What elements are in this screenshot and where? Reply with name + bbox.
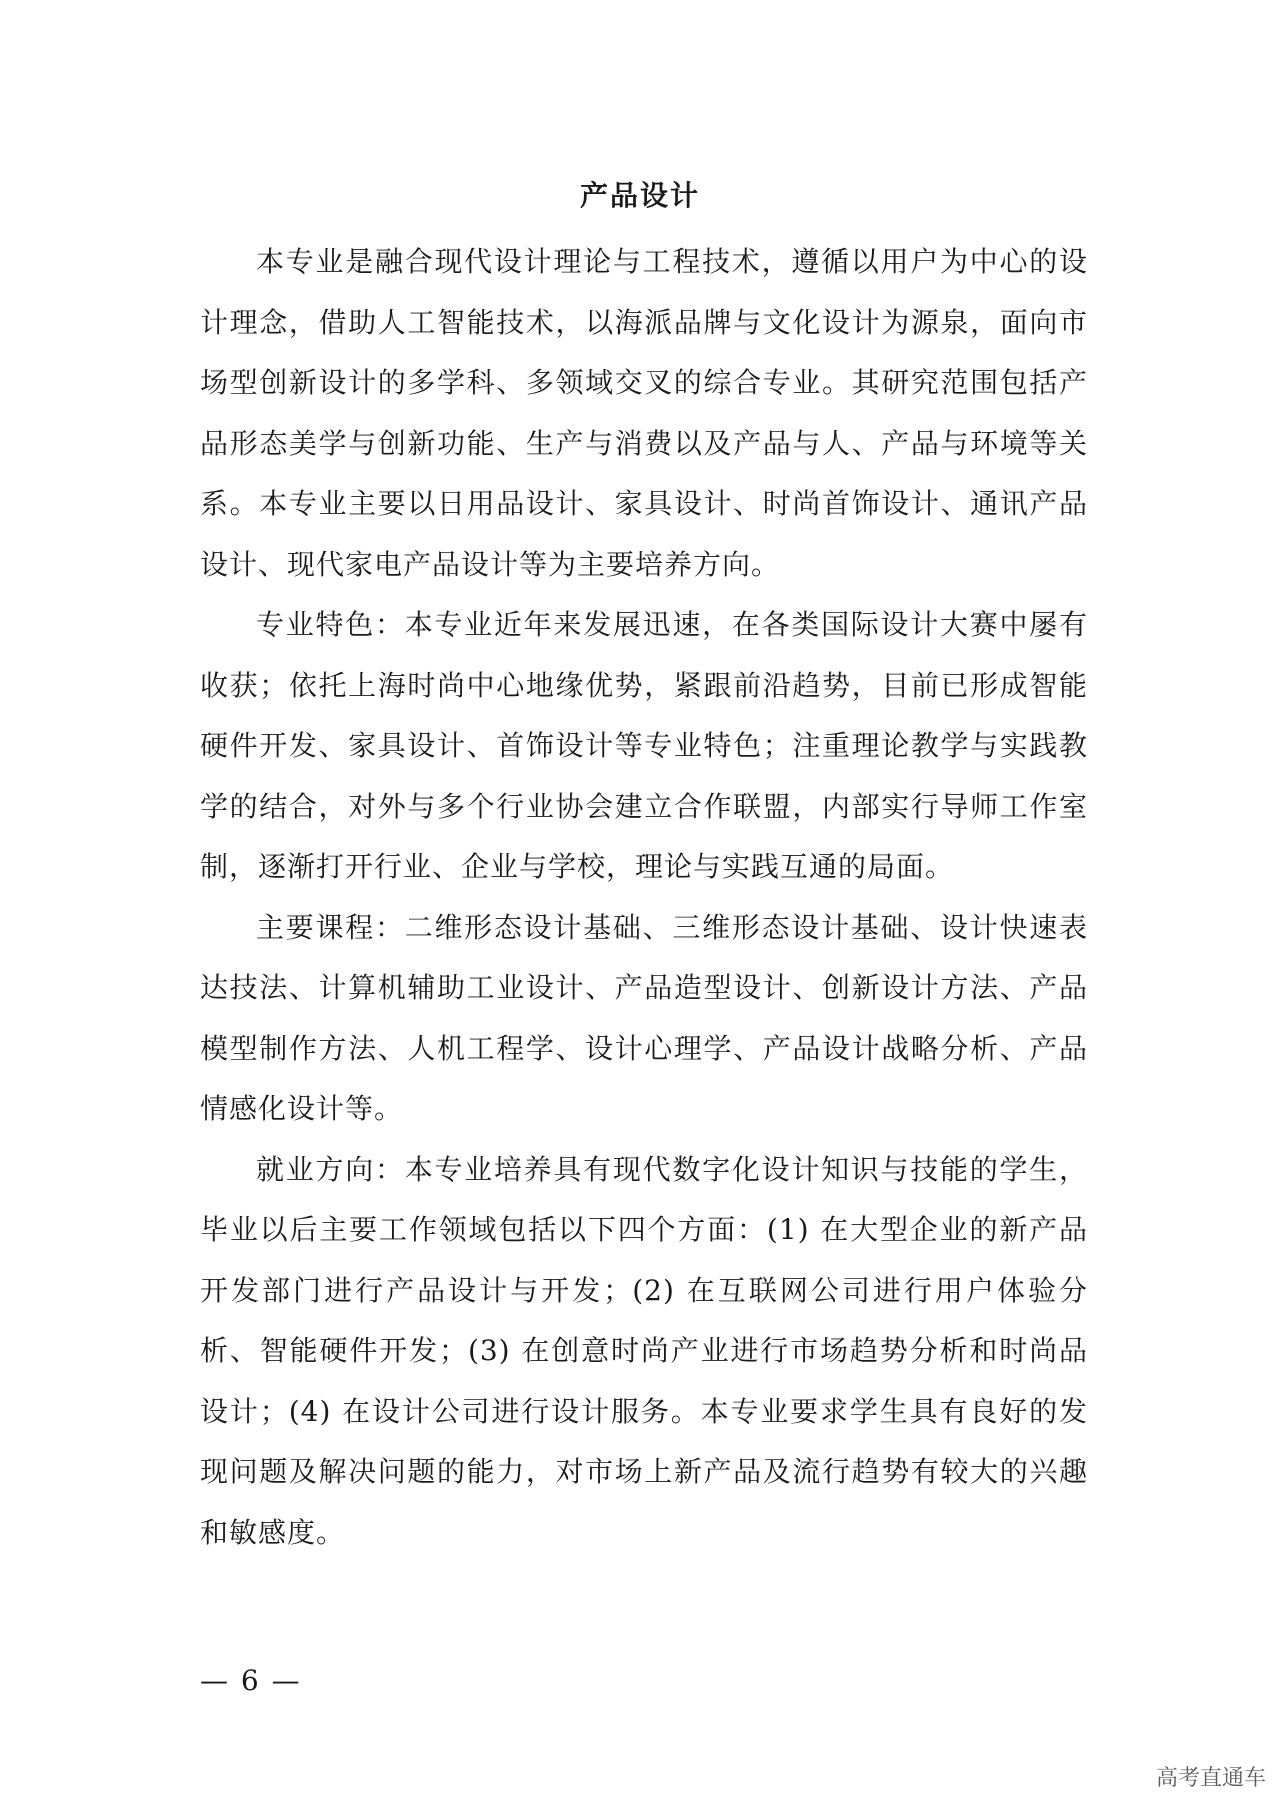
paragraph-features: 专业特色：本专业近年来发展迅速，在各类国际设计大赛中屡有收获；依托上海时尚中心地缘优势，紧跟前沿趋势，目前已形成智能硬件开发、家具设计、首饰设计等专业特色；注重理论教学与实践教学的结合，对外与多个行业协会建立合作联盟，内部实行导师工作室制，逐渐打开行业、企业与学校，理论与实践互通的局面。 xyxy=(200,608,1088,883)
page-number: — 6 — xyxy=(200,1664,302,1697)
paragraph-intro: 本专业是融合现代设计理论与工程技术，遵循以用户为中心的设计理念，借助人工智能技术，以海派品牌与文化设计为源泉，面向市场型创新设计的多学科、多领域交叉的综合专业。其研究范围包括产品形态美学与创新功能、生产与消费以及产品与人、产品与环境等关系。本专业主要以日用品设计、家具设计、时尚首饰设计、通讯产品设计、现代家电产品设计等为主要培养方向。 xyxy=(200,245,1088,581)
watermark-text: 高考直通车 xyxy=(1155,1766,1266,1791)
paragraph-careers: 就业方向：本专业培养具有现代数字化设计知识与技能的学生，毕业以后主要工作领域包括以下四个方面：(1) 在大型企业的新产品开发部门进行产品设计与开发；(2) 在互联网公司进行用户体验分析、智能硬件开发；(3) 在创意时尚产业进行市场趋势分析和时尚品设计；(4) 在设计公司进行设计服务。本专业要求学生具有良好的发现问题及解决问题的能力，对市场上新产品及流行趋势有较大的兴趣和敏感度。 xyxy=(200,1152,1088,1549)
paragraph-courses: 主要课程：二维形态设计基础、三维形态设计基础、设计快速表达技法、计算机辅助工业设计、产品造型设计、创新设计方法、产品模型制作方法、人机工程学、设计心理学、产品设计战略分析、产品情感化设计等。 xyxy=(200,910,1088,1125)
page-title: 产品设计 xyxy=(579,179,700,212)
body-text xyxy=(200,232,1088,1563)
